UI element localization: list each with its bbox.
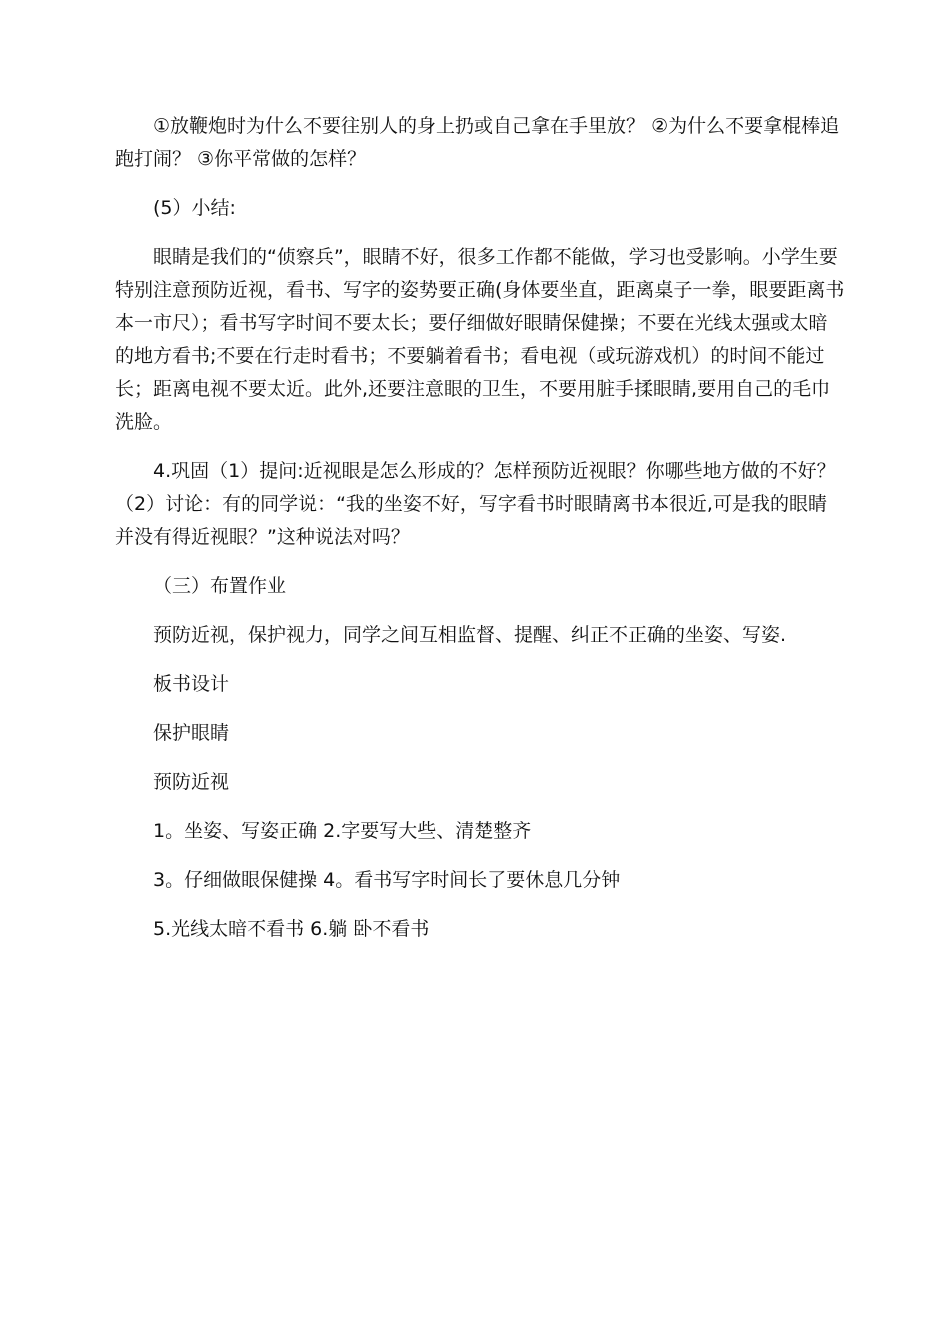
board-item-2: 3。仔细做眼保健操 4。看书写字时间长了要休息几分钟 [153, 869, 621, 891]
consolidate-paragraph: 4.巩固（1）提问:近视眼是怎么形成的？怎样预防近视眼？你哪些地方做的不好？（2）讨论：有的同学说：“我的坐姿不好，写字看书时眼睛离书本很近,可是我的眼睛并没有得近视眼？”这种说法对吗？ [115, 460, 836, 548]
board-subtitle: 预防近视 [153, 771, 230, 793]
homework-heading: （三）布置作业 [153, 575, 287, 597]
homework-paragraph: 预防近视，保护视力，同学之间互相监督、提醒、纠正不正确的坐姿、写姿. [153, 624, 787, 646]
summary-paragraph: 眼睛是我们的“侦察兵”，眼睛不好，很多工作都不能做，学习也受影响。小学生要特别注意预防近视，看书、写字的姿势要正确(身体要坐直，距离桌子一拳，眼要距离书本一市尺）；看书写字时间不要太长；要仔细做好眼睛保健操；不要在光线太强或太暗的地方看书;不要在行走时看书；不要躺着看书；看电视（或玩游戏机）的时间不能过长；距离电视不要太近。此外,还要注意眼的卫生，不要用脏手揉眼睛,要用自己的毛巾洗脸。 [115, 246, 845, 433]
summary-heading: (5）小结: [153, 197, 236, 219]
board-item-3: 5.光线太暗不看书 6.躺 卧不看书 [153, 918, 430, 940]
board-design-heading: 板书设计 [153, 673, 230, 695]
board-title: 保护眼睛 [153, 722, 230, 744]
questions-paragraph: ①放鞭炮时为什么不要往别人的身上扔或自己拿在手里放？ ②为什么不要拿棍棒追跑打闹？ ③你平常做的怎样？ [115, 115, 840, 170]
board-item-1: 1。坐姿、写姿正确 2.字要写大些、清楚整齐 [153, 820, 532, 842]
